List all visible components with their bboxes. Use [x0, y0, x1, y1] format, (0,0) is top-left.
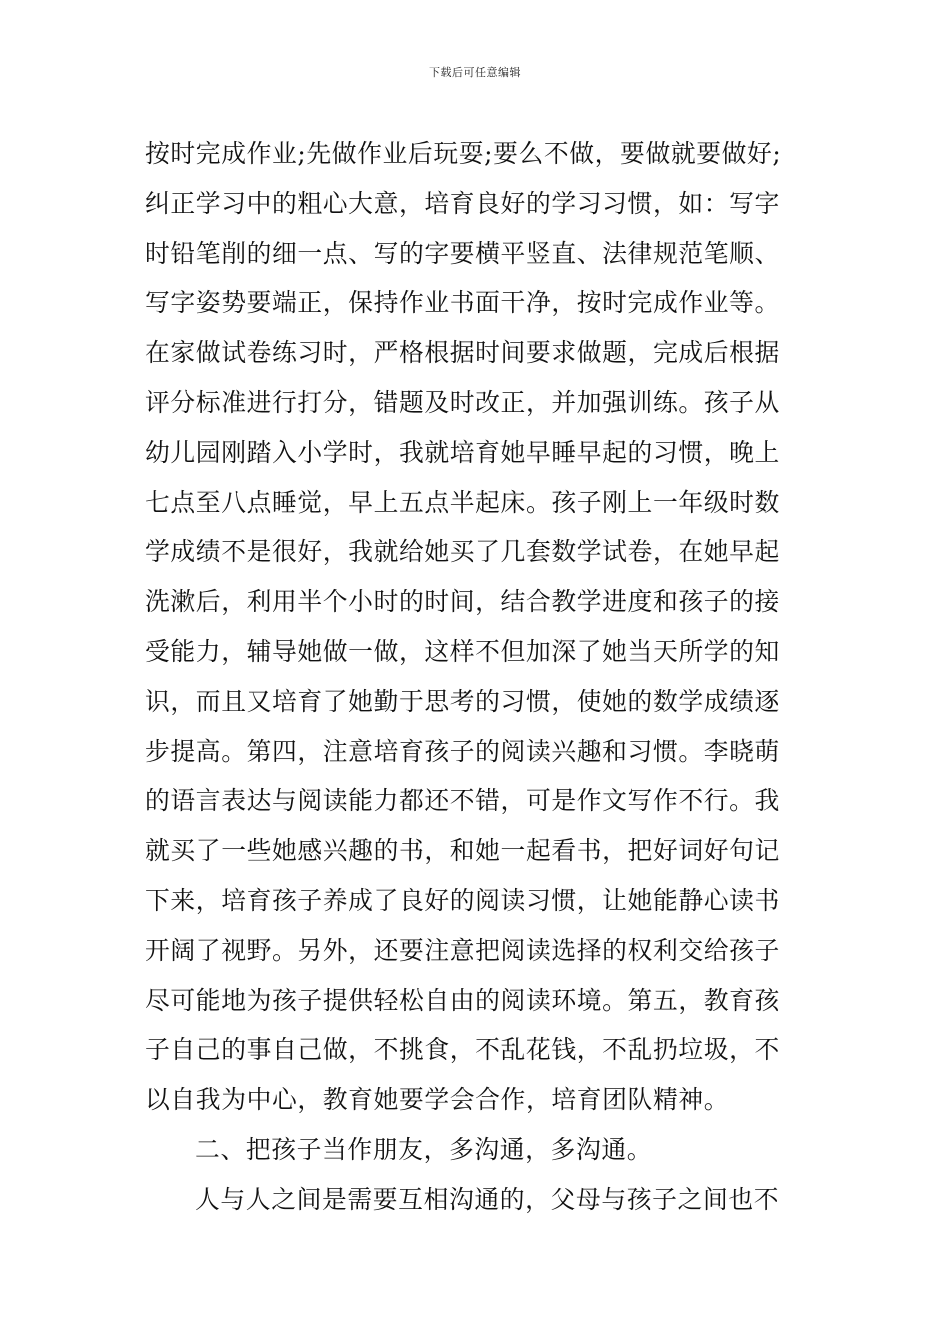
text-line: 在家做试卷练习时，严格根据时间要求做题，完成后根据 — [145, 338, 780, 368]
text-line: 写字姿势要端正，保持作业书面干净，按时完成作业等。 — [145, 288, 780, 318]
text-line: 以自我为中心，教育她要学会合作，培育团队精神。 — [145, 1085, 730, 1115]
text-line: 识，而且又培育了她勤于思考的习惯，使她的数学成绩逐 — [145, 686, 780, 716]
text-line: 纠正学习中的粗心大意，培育良好的学习习惯，如：写字 — [145, 188, 780, 218]
text-line: 步提高。第四，注意培育孩子的阅读兴趣和习惯。李晓萌 — [145, 736, 780, 766]
text-line: 子自己的事自己做，不挑食，不乱花钱，不乱扔垃圾，不 — [145, 1035, 780, 1065]
text-line: 开阔了视野。另外，还要注意把阅读选择的权利交给孩子 — [145, 935, 780, 965]
text-line: 就买了一些她感兴趣的书，和她一起看书，把好词好句记 — [145, 836, 780, 866]
text-line: 下来，培育孩子养成了良好的阅读习惯，让她能静心读书 — [145, 885, 780, 915]
text-line: 受能力，辅导她做一做，这样不但加深了她当天所学的知 — [145, 636, 780, 666]
text-line: 洗漱后，利用半个小时的时间，结合教学进度和孩子的接 — [145, 587, 780, 617]
text-line: 尽可能地为孩子提供轻松自由的阅读环境。第五，教育孩 — [145, 985, 780, 1015]
text-line: 评分标准进行打分，错题及时改正，并加强训练。孩子从 — [145, 387, 780, 417]
text-line: 七点至八点睡觉，早上五点半起床。孩子刚上一年级时数 — [145, 487, 780, 517]
document-body — [145, 129, 815, 1225]
page-header: 下载后可任意编辑 — [429, 66, 521, 79]
text-line: 幼儿园刚踏入小学时，我就培育她早睡早起的习惯，晚上 — [145, 437, 780, 467]
section-heading: 二、把孩子当作朋友，多沟通，多沟通。 — [195, 1134, 653, 1164]
text-line: 的语言表达与阅读能力都还不错，可是作文写作不行。我 — [145, 786, 780, 816]
paragraph-start-line: 人与人之间是需要互相沟通的，父母与孩子之间也不 — [195, 1184, 780, 1214]
text-line: 时铅笔削的细一点、写的字要横平竖直、法律规范笔顺、 — [145, 238, 780, 268]
text-line: 按时完成作业;先做作业后玩耍;要么不做，要做就要做好; — [145, 139, 782, 168]
text-line: 学成绩不是很好，我就给她买了几套数学试卷，在她早起 — [145, 537, 780, 567]
